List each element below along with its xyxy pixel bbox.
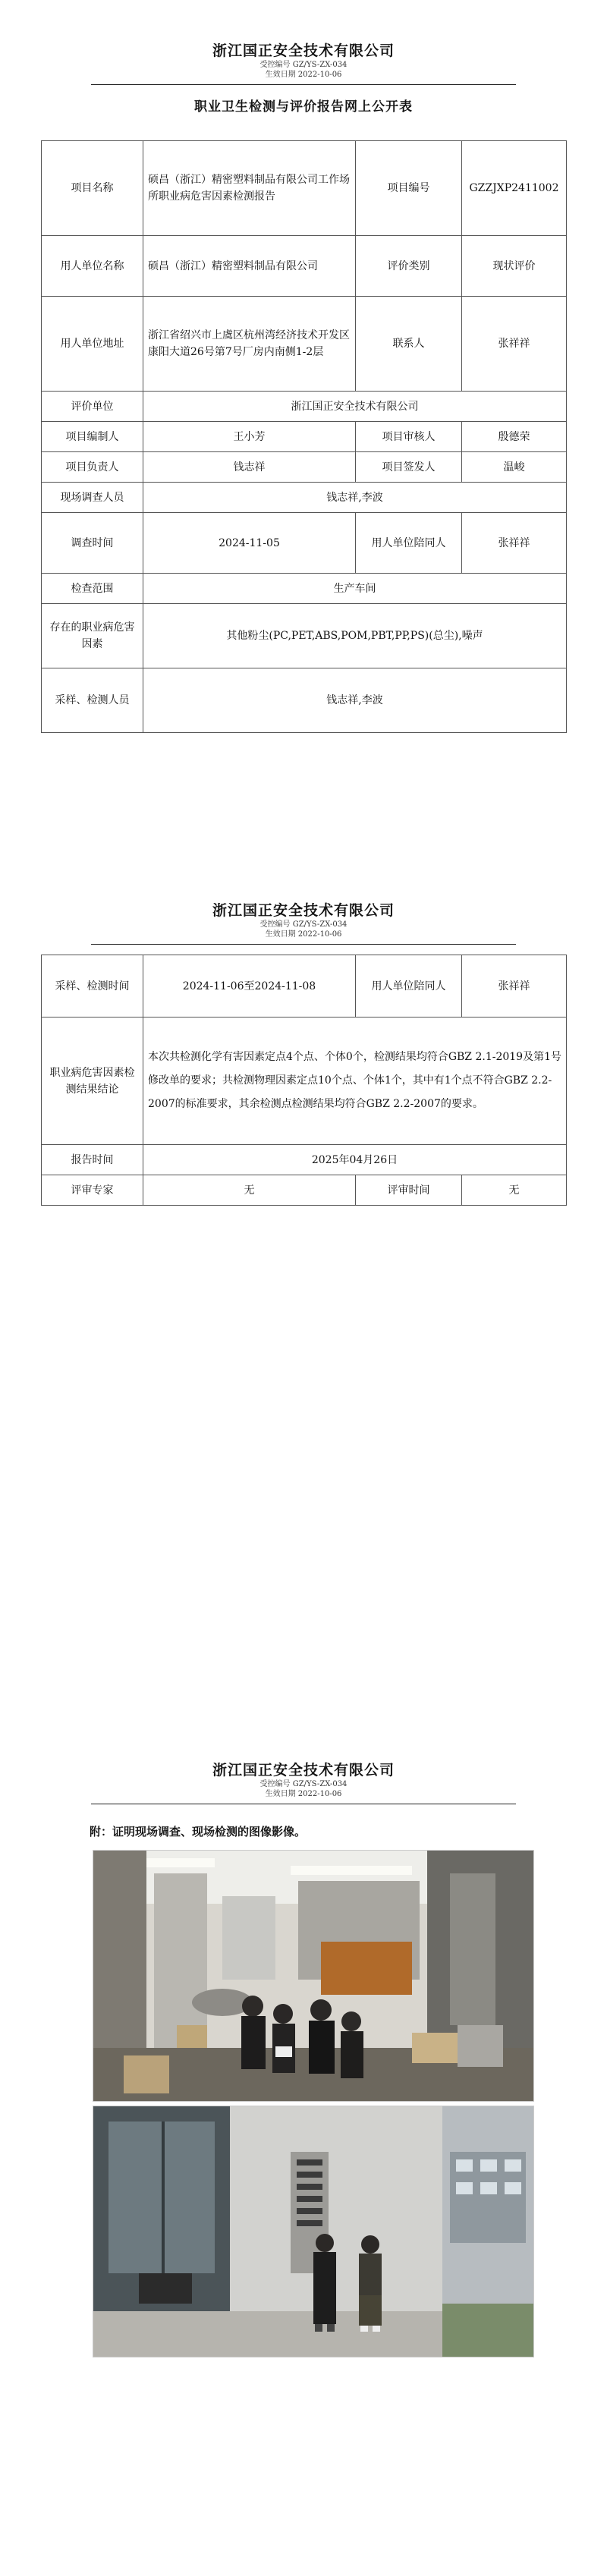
project-name: 硕昌（浙江）精密塑料制品有限公司工作场所职业病危害因素检测报告	[143, 141, 356, 236]
page-header	[0, 1761, 607, 1804]
site-entrance-photo	[93, 2106, 534, 2357]
employer-name: 硕昌（浙江）精密塑料制品有限公司	[143, 236, 356, 297]
page-2	[0, 901, 607, 945]
evaluation-type: 现状评价	[462, 236, 567, 297]
page-header	[0, 42, 607, 85]
cell-label: 检查范围	[42, 574, 143, 604]
project-signer: 温峻	[462, 452, 567, 483]
test-conclusion: 本次共检测化学有害因素定点4个点、个体0个，检测结果均符合GBZ 2.1-2019及第1号修改单的要求；共检测物理因素定点10个点、个体1个，其中有1个点不符合GBZ 2.2-2007的标准要求，其余检测点检测结果均符合GBZ 2.2-2007的要求。	[143, 1018, 567, 1145]
annex-title: 附：证明现场调查、现场检测的图像影像。	[90, 1825, 307, 1838]
table-row	[42, 1175, 567, 1206]
company-name: 浙江国正安全技术有限公司	[212, 1762, 395, 1779]
cell-label: 评审时间	[356, 1175, 462, 1206]
evaluation-unit: 浙江国正安全技术有限公司	[143, 392, 567, 422]
cell-label: 用人单位陪同人	[356, 513, 462, 574]
cell-label: 项目名称	[42, 141, 143, 236]
cell-label: 项目签发人	[356, 452, 462, 483]
page-3	[0, 1761, 607, 1804]
table-row	[42, 668, 567, 733]
accompanying-person: 张祥祥	[462, 955, 567, 1018]
control-number: 受控编号 GZ/YS-ZX-034	[259, 1780, 348, 1788]
table-row	[42, 392, 567, 422]
cell-label: 项目负责人	[42, 452, 143, 483]
table-row	[42, 1018, 567, 1145]
report-time: 2025年04月26日	[143, 1145, 567, 1175]
employer-address: 浙江省绍兴市上虞区杭州湾经济技术开发区康阳大道26号第7号厂房内南侧1-2层	[143, 297, 356, 392]
table-row	[42, 483, 567, 513]
cell-label: 联系人	[356, 297, 462, 392]
document-title: 职业卫生检测与评价报告网上公开表	[194, 99, 413, 115]
control-number: 受控编号 GZ/YS-ZX-034	[259, 61, 348, 69]
table-row	[42, 422, 567, 452]
cell-label: 现场调查人员	[42, 483, 143, 513]
table-row	[42, 297, 567, 392]
accompanying-person: 张祥祥	[462, 513, 567, 574]
sampling-staff: 钱志祥,李波	[143, 668, 567, 733]
table-row	[42, 1145, 567, 1175]
table-row	[42, 574, 567, 604]
control-number: 受控编号 GZ/YS-ZX-034	[259, 920, 348, 929]
workshop-photo-illustration	[93, 1851, 533, 2101]
cell-label: 评价类别	[356, 236, 462, 297]
cell-label: 评审专家	[42, 1175, 143, 1206]
table-row	[42, 955, 567, 1018]
effective-date: 生效日期 2022-10-06	[265, 930, 342, 939]
effective-date: 生效日期 2022-10-06	[265, 71, 342, 79]
table-row	[42, 452, 567, 483]
page-1	[0, 42, 607, 115]
cell-label: 用人单位地址	[42, 297, 143, 392]
header-rule	[91, 84, 516, 85]
cell-label: 采样、检测时间	[42, 955, 143, 1018]
cell-label: 采样、检测人员	[42, 668, 143, 733]
site-investigators: 钱志祥,李波	[143, 483, 567, 513]
entrance-photo-illustration	[93, 2106, 533, 2357]
cell-label: 评价单位	[42, 392, 143, 422]
project-reviewer: 殷德荣	[462, 422, 567, 452]
cell-label: 项目审核人	[356, 422, 462, 452]
project-leader: 钱志祥	[143, 452, 356, 483]
workshop-survey-photo	[93, 1850, 534, 2102]
project-compiler: 王小芳	[143, 422, 356, 452]
review-time: 无	[462, 1175, 567, 1206]
company-name: 浙江国正安全技术有限公司	[212, 902, 395, 919]
table-row	[42, 141, 567, 236]
survey-time: 2024-11-05	[143, 513, 356, 574]
cell-label: 存在的职业病危害因素	[42, 604, 143, 668]
cell-label: 职业病危害因素检测结果结论	[42, 1018, 143, 1145]
cell-label: 项目编制人	[42, 422, 143, 452]
table-row	[42, 236, 567, 297]
effective-date: 生效日期 2022-10-06	[265, 1790, 342, 1798]
review-experts: 无	[143, 1175, 356, 1206]
cell-label: 用人单位名称	[42, 236, 143, 297]
cell-label: 项目编号	[356, 141, 462, 236]
inspection-scope: 生产车间	[143, 574, 567, 604]
sampling-time: 2024-11-06至2024-11-08	[143, 955, 356, 1018]
disclosure-table-1	[41, 140, 567, 733]
company-name: 浙江国正安全技术有限公司	[212, 42, 395, 59]
header-rule	[91, 944, 516, 945]
table-row	[42, 604, 567, 668]
cell-label: 用人单位陪同人	[356, 955, 462, 1018]
cell-label: 调查时间	[42, 513, 143, 574]
disclosure-table-2	[41, 955, 567, 1206]
cell-label: 报告时间	[42, 1145, 143, 1175]
hazard-factors: 其他粉尘(PC,PET,ABS,POM,PBT,PP,PS)(总尘),噪声	[143, 604, 567, 668]
table-row	[42, 513, 567, 574]
contact-person: 张祥祥	[462, 297, 567, 392]
page-header	[0, 901, 607, 945]
project-number: GZZJXP2411002	[462, 141, 567, 236]
